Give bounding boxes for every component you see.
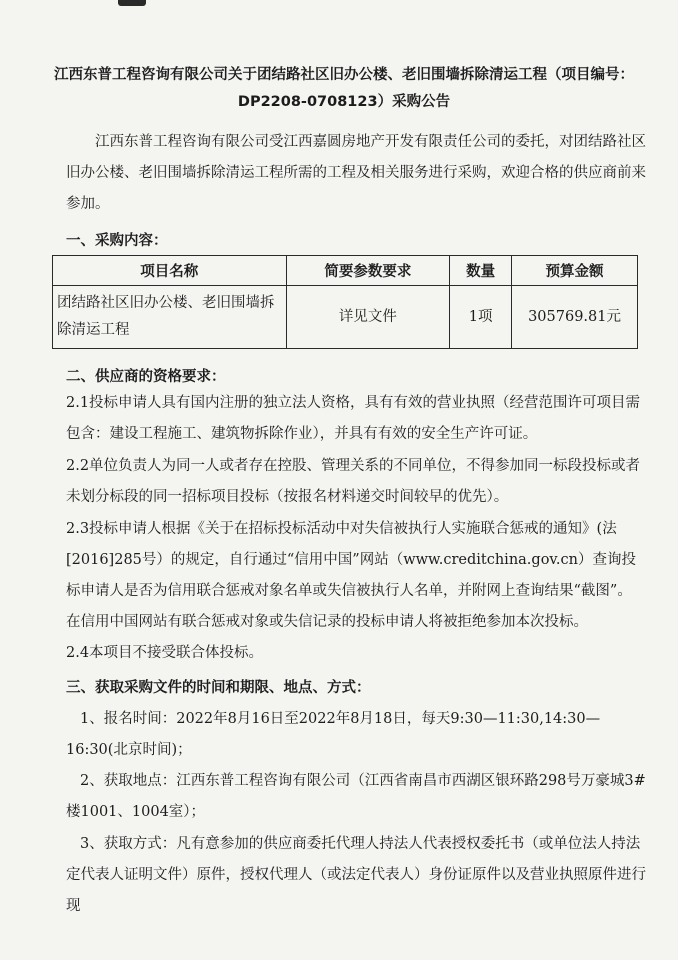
table-header-cell: 项目名称 (53, 256, 287, 286)
table-cell-project-name: 团结路社区旧办公楼、老旧围墙拆除清运工程 (53, 286, 287, 349)
table-cell-quantity: 1项 (450, 286, 512, 349)
scan-mark (118, 0, 146, 6)
qualification-item: 2.4本项目不接受联合体投标。 (66, 645, 264, 661)
table-cell-budget: 305769.81元 (512, 286, 638, 349)
acquisition-item: 3、获取方式：凡有意参加的供应商委托代理人持法人代表授权委托书（或单位法人持法定代表人证明文件）原件，授权代理人（或法定代表人）身份证原件以及营业执照原件进行现 (66, 836, 646, 914)
table-header-cell: 预算金额 (512, 256, 638, 286)
qualification-item: 2.1投标申请人具有国内注册的独立法人资格，具有有效的营业执照（经营范围许可项目需包含：建设工程施工、建筑物拆除作业），并具有有效的安全生产许可证。 (66, 395, 641, 442)
table-cell-parameters: 详见文件 (286, 286, 450, 349)
table-row (53, 286, 638, 349)
intro-paragraph: 江西东普工程咨询有限公司受江西嘉圆房地产开发有限责任公司的委托，对团结路社区旧办公楼、老旧围墙拆除清运工程所需的工程及相关服务进行采购，欢迎合格的供应商前来参加。 (66, 134, 646, 212)
acquisition-item: 1、报名时间：2022年8月16日至2022年8月18日，每天9:30—11:30,14:30—16:30(北京时间)； (66, 711, 601, 758)
table-header-cell: 简要参数要求 (286, 256, 450, 286)
acquisition-item: 2、获取地点：江西东普工程咨询有限公司（江西省南昌市西湖区银环路298号万豪城3#楼1001、1004室）； (66, 773, 646, 820)
qualification-item: 2.3投标申请人根据《关于在招标投标活动中对失信被执行人实施联合惩戒的通知》(法[2016]285号）的规定，自行通过“信用中国”网站（www.creditchina.gov.cn）查询投标申请人是否为信用联合惩戒对象名单或失信被执行人名单，并附网上查询结果“截图”。在信用中国网站有联合惩戒对象或失信记录的投标申请人将被拒绝参加本次投标。 (66, 521, 636, 630)
table-header-cell: 数量 (450, 256, 512, 286)
section-heading-qualifications: 二、供应商的资格要求： (66, 369, 226, 385)
document-title: 江西东普工程咨询有限公司关于团结路社区旧办公楼、老旧围墙拆除清运工程（项目编号：DP2208-0708123）采购公告 (54, 67, 634, 110)
table-header-row (53, 256, 638, 286)
procurement-table (52, 255, 638, 349)
qualification-item: 2.2单位负责人为同一人或者存在控股、管理关系的不同单位，不得参加同一标段投标或者未划分标段的同一招标项目投标（按报名材料递交时间较早的优先）。 (66, 458, 641, 505)
section-heading-document-acquisition: 三、获取采购文件的时间和期限、地点、方式： (66, 680, 371, 696)
section-heading-procurement-content: 一、采购内容： (66, 233, 168, 249)
